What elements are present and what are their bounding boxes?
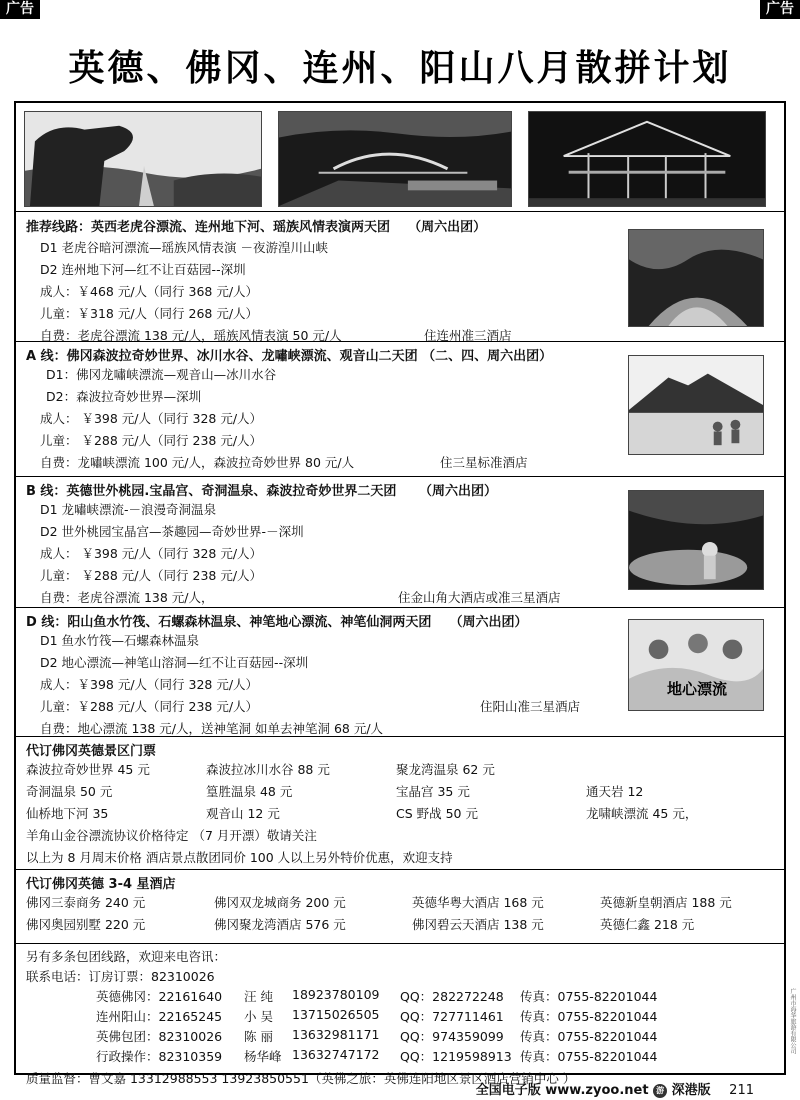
contact-fax: 传真：0755-82201044 bbox=[520, 1049, 658, 1064]
hot-spring-photo bbox=[628, 490, 764, 590]
ticket-price-cell: 通天岩 12 bbox=[586, 784, 644, 799]
line-a-day1: D1：佛冈龙嘯峡漂流—观音山—冰川水谷 bbox=[46, 367, 277, 382]
contact-person: 陈 丽 bbox=[244, 1029, 273, 1044]
hotel-price-cell: 佛冈奥园别墅 220 元 bbox=[26, 917, 146, 932]
hotel-price-cell: 英德华粤大酒店 168 元 bbox=[412, 895, 544, 910]
contact-qq: QQ：974359099 bbox=[400, 1029, 504, 1044]
line-b-day2: D2 世外桃园宝晶宫—茶趣园—奇妙世界-－深圳 bbox=[40, 524, 304, 539]
hotel-price-cell: 佛冈三泰商务 240 元 bbox=[26, 895, 146, 910]
ticket-price-cell: 观音山 12 元 bbox=[206, 806, 280, 821]
recommend-header: 推荐线路：英西老虎谷漂流、连州地下河、瑶族风情表演两天团 （周六出团） bbox=[26, 220, 487, 235]
recommend-self-pay: 自费：老虎谷漂流 138 元/人，瑶族风情表演 50 元/人 bbox=[40, 328, 342, 343]
ticket-price-cell: 宝晶宫 35 元 bbox=[396, 784, 470, 799]
hotel-price-cell: 英德仁鑫 218 元 bbox=[600, 917, 695, 932]
cave-photo bbox=[628, 229, 764, 327]
recommend-day1: D1 老虎谷暗河漂流—瑶族风情表演 －夜游湟川山峡 bbox=[40, 240, 329, 255]
tickets-header: 代订佛冈英德景区门票 bbox=[26, 744, 157, 759]
line-b-self-pay: 自费：老虎谷漂流 138 元/人， bbox=[40, 590, 214, 605]
line-a-self-pay: 自费：龙嘯峡漂流 100 元/人，森波拉奇妙世界 80 元/人 bbox=[40, 455, 355, 470]
ticket-price-cell: 篁胜温泉 48 元 bbox=[206, 784, 293, 799]
hotel-price-cell: 英德新皇朝酒店 188 元 bbox=[600, 895, 732, 910]
contact-phone: 联系电话：订房订票：82310026 bbox=[26, 969, 215, 984]
rafting-photo bbox=[628, 619, 764, 711]
pavilion-night-photo bbox=[528, 111, 766, 207]
cave-bridge-photo bbox=[278, 111, 512, 207]
line-d-child-price: 儿童：￥288 元/人（同行 238 元/人） bbox=[40, 699, 259, 714]
contact-person: 杨华峰 bbox=[244, 1049, 282, 1064]
ad-tag-left: 广告 bbox=[0, 0, 40, 19]
footer-site[interactable]: 全国电子版 www.zyoo.net bbox=[475, 1083, 649, 1098]
line-a-header: A 线：佛冈森波拉奇妙世界、冰川水谷、龙嘯峡漂流、观音山二天团 （二、四、周六出团） bbox=[26, 349, 553, 364]
line-d-header: D 线：阳山鱼水竹筏、石螺森林温泉、神笔地心漂流、神笔仙洞两天团 （周六出团） bbox=[26, 615, 528, 630]
hotel-price-cell: 佛冈聚龙湾酒店 576 元 bbox=[214, 917, 346, 932]
ticket-price-cell: 龙啸峡漂流 45 元， bbox=[586, 806, 698, 821]
ad-tag-right: 广告 bbox=[760, 0, 800, 19]
line-d-day1: D1 鱼水竹筏—石螺森林温泉 bbox=[40, 633, 200, 648]
page-footer bbox=[476, 1079, 754, 1098]
recommend-hotel: 住连州准三酒店 bbox=[424, 328, 512, 343]
contact-qq: QQ：727711461 bbox=[400, 1009, 504, 1024]
line-b-day1: D1 龙嘯峡漂流-－浪漫奇洞温泉 bbox=[40, 502, 217, 517]
contact-fax: 传真：0755-82201044 bbox=[520, 989, 658, 1004]
ticket-price-cell: 森波拉奇妙世界 45 元 bbox=[26, 762, 150, 777]
water-park-photo bbox=[628, 355, 764, 455]
contact-fax: 传真：0755-82201044 bbox=[520, 1029, 658, 1044]
contact-person: 小 吴 bbox=[244, 1009, 273, 1024]
line-a-child-price: 儿童： ￥288 元/人（同行 238 元/人） bbox=[40, 433, 263, 448]
contact-dept-phone: 英德佛冈：22161640 bbox=[96, 989, 223, 1004]
hotel-price-cell: 佛冈碧云天酒店 138 元 bbox=[412, 917, 544, 932]
contact-qq: QQ：1219598913 bbox=[400, 1049, 512, 1064]
contact-dept-phone: 英佛包团：82310026 bbox=[96, 1029, 223, 1044]
recommend-day2: D2 连州地下河—红不让百菇园--深圳 bbox=[40, 262, 246, 277]
line-d-adult-price: 成人：￥398 元/人（同行 328 元/人） bbox=[40, 677, 259, 692]
line-b-hotel: 住金山角大酒店或准三星酒店 bbox=[398, 590, 561, 605]
page-title: 英德、佛冈、连州、阳山八月散拼计划 bbox=[68, 48, 732, 89]
line-d-day2: D2 地心漂流—神笔山溶洞—红不让百菇园--深圳 bbox=[40, 655, 309, 670]
contact-mobile: 13632981171 bbox=[292, 1027, 380, 1042]
contact-mobile: 13632747172 bbox=[292, 1047, 380, 1062]
quality-supervision: 质量监督：曹文嘉 13312988553 13923850551（英佛之旅：英佛连阳地区景区酒店营销中心 ） bbox=[26, 1071, 576, 1086]
contact-mobile: 18923780109 bbox=[292, 987, 380, 1002]
ticket-price-cell: 森波拉冰川水谷 88 元 bbox=[206, 762, 330, 777]
ticket-price-cell: 仙桥地下河 35 bbox=[26, 806, 109, 821]
line-a-hotel: 住三星标准酒店 bbox=[440, 455, 528, 470]
line-a-adult-price: 成人： ￥398 元/人（同行 328 元/人） bbox=[40, 411, 263, 426]
contact-dept-phone: 行政操作：82310359 bbox=[96, 1049, 223, 1064]
line-b-child-price: 儿童： ￥288 元/人（同行 238 元/人） bbox=[40, 568, 263, 583]
contact-intro: 另有多条包团线路，欢迎来电咨讯： bbox=[26, 949, 227, 964]
line-a-day2: D2：森波拉奇妙世界—深圳 bbox=[46, 389, 202, 404]
hotels-header: 代订佛冈英德 3-4 星酒店 bbox=[26, 877, 176, 892]
line-b-header: B 线：英德世外桃园.宝晶宫、奇洞温泉、森波拉奇妙世界二天团 （周六出团） bbox=[26, 484, 498, 499]
recommend-child-price: 儿童：￥318 元/人（同行 268 元/人） bbox=[40, 306, 259, 321]
side-vertical-text: 广州市海华旅游有限公司 bbox=[789, 988, 796, 1054]
contact-fax: 传真：0755-82201044 bbox=[520, 1009, 658, 1024]
hotel-price-cell: 佛冈双龙城商务 200 元 bbox=[214, 895, 346, 910]
line-b-adult-price: 成人： ￥398 元/人（同行 328 元/人） bbox=[40, 546, 263, 561]
footer-edition: 深港版 bbox=[671, 1083, 711, 1098]
rafting-caption: 地心漂流 bbox=[666, 680, 727, 698]
tickets-note-2: 以上为 8 月周末价格 酒店景点散团同价 100 人以上另外特价优惠，欢迎支持 bbox=[26, 850, 453, 865]
contact-qq: QQ：282272248 bbox=[400, 989, 504, 1004]
ticket-price-cell: 聚龙湾温泉 62 元 bbox=[396, 762, 495, 777]
contact-dept-phone: 连州阳山：22165245 bbox=[96, 1009, 223, 1024]
tickets-note-1: 羊角山金谷漂流协议价格待定 （7 月开漂）敬请关注 bbox=[26, 828, 317, 843]
dragon-waterfall-photo bbox=[24, 111, 262, 207]
page-number: 211 bbox=[729, 1083, 754, 1098]
itinerary-frame bbox=[14, 101, 786, 1086]
line-d-hotel: 住阳山准三星酒店 bbox=[480, 699, 581, 714]
ticket-price-cell: CS 野战 50 元 bbox=[396, 806, 478, 821]
line-d-self-pay: 自费：地心漂流 138 元/人，送神笔洞 如单去神笔洞 68 元/人 bbox=[40, 721, 384, 736]
contact-person: 汪 纯 bbox=[244, 989, 273, 1004]
recommend-adult-price: 成人：￥468 元/人（同行 368 元/人） bbox=[40, 284, 259, 299]
contact-mobile: 13715026505 bbox=[292, 1007, 380, 1022]
ticket-price-cell: 奇洞温泉 50 元 bbox=[26, 784, 113, 799]
zyoo-logo-icon: 游 bbox=[653, 1084, 667, 1098]
